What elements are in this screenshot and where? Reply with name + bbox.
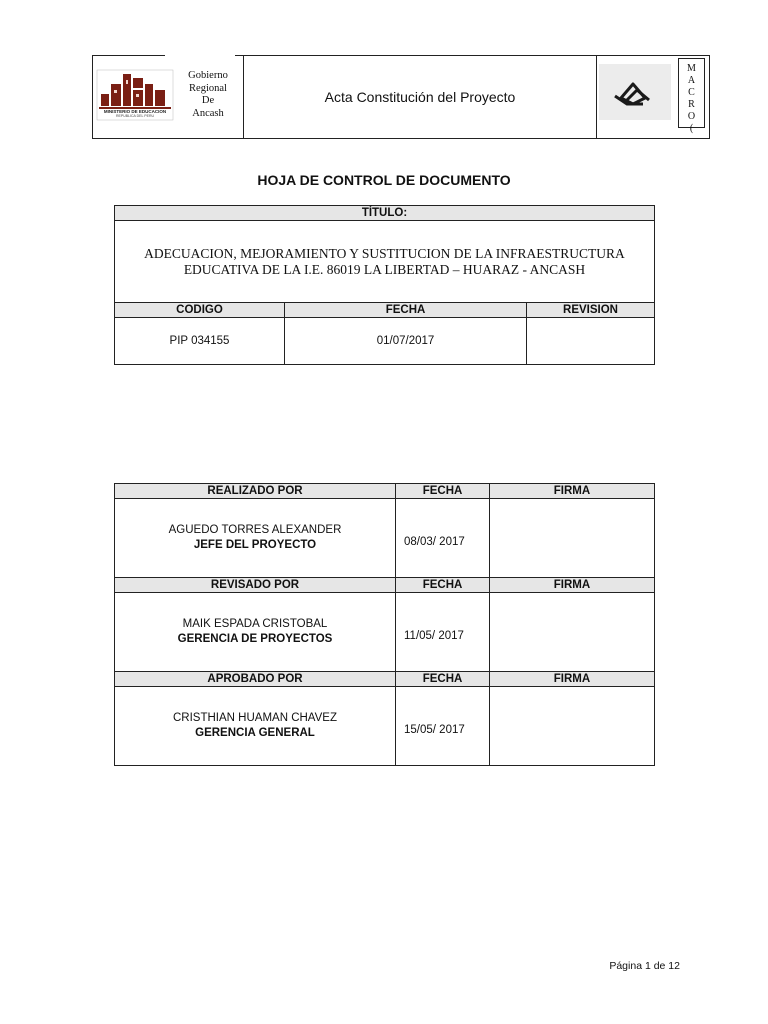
page-heading: HOJA DE CONTROL DE DOCUMENTO [257,172,511,188]
sign-date: 11/05/ 2017 [396,593,490,672]
person-role: JEFE DEL PROYECTO [193,539,317,551]
fecha-header: FECHA [396,484,490,499]
document-info-table [114,205,655,365]
page-number: Página 1 de 12 [609,960,680,972]
macro-letter: C [688,87,695,98]
person-name: MAIK ESPADA CRISTOBAL [182,618,328,630]
firma-header: FIRMA [490,578,655,593]
header-border-gap [165,54,235,58]
project-title: ADECUACION, MEJORAMIENTO Y SUSTITUCION DE LA INFRAESTRUCTURA EDUCATIVA DE LA I.E. 86019 LA LIBERTAD – HUARAZ - ANCASH [115,221,655,303]
signature-cell [490,687,655,766]
revision-header: REVISION [527,303,655,318]
company-logo [599,64,671,120]
firma-header: FIRMA [490,484,655,499]
approval-table [114,483,655,766]
signature-cell [490,499,655,578]
table-row [115,672,655,687]
codigo-header: CODIGO [115,303,285,318]
table-row [115,206,655,221]
sign-date: 08/03/ 2017 [396,499,490,578]
document-header [92,55,710,139]
aprobado-por-header: APROBADO POR [115,672,396,687]
person-cell [115,499,396,578]
macro-letter: O [687,111,696,122]
codigo-value: PIP 034155 [115,318,285,365]
table-row [115,578,655,593]
macro-letter: R [688,99,695,110]
table-row [115,499,655,578]
fecha-header: FECHA [285,303,527,318]
table-row [115,221,655,303]
gobierno-line: Ancash [192,107,224,119]
person-role: GERENCIA GENERAL [195,727,315,739]
person-name: AGUEDO TORRES ALEXANDER [168,524,342,536]
macro-letter: ( [689,123,694,134]
fecha-header: FECHA [396,578,490,593]
fecha-header: FECHA [396,672,490,687]
revision-value [527,318,655,365]
macro-letter: A [687,75,696,86]
realizado-por-header: REALIZADO POR [115,484,396,499]
table-row [115,318,655,365]
table-row [115,303,655,318]
person-role: GERENCIA DE PROYECTOS [177,633,333,645]
signature-cell [490,593,655,672]
person-cell [115,687,396,766]
table-row [115,484,655,499]
firma-header: FIRMA [490,672,655,687]
macro-vertical-label [678,58,705,134]
person-name: CRISTHIAN HUAMAN CHAVEZ [173,712,337,724]
gobierno-regional-label [175,70,241,120]
titulo-header: TÍTULO: [115,206,655,221]
gobierno-line: De [201,95,215,106]
fecha-value: 01/07/2017 [285,318,527,365]
revisado-por-header: REVISADO POR [115,578,396,593]
gobierno-line: Gobierno [188,70,228,81]
table-row [115,593,655,672]
logo-republica-text: REPUBLICA DEL PERU [116,114,154,118]
macro-letter: M [687,63,696,74]
table-row [115,687,655,766]
document-title: Acta Constitución del Proyecto [324,89,516,105]
gobierno-line: Regional [189,82,227,94]
sign-date: 15/05/ 2017 [396,687,490,766]
person-cell [115,593,396,672]
logo-ministerio-text: MINISTERIO DE EDUCACION [103,109,167,114]
header-divider [596,56,597,138]
ministerio-logo [97,70,173,120]
